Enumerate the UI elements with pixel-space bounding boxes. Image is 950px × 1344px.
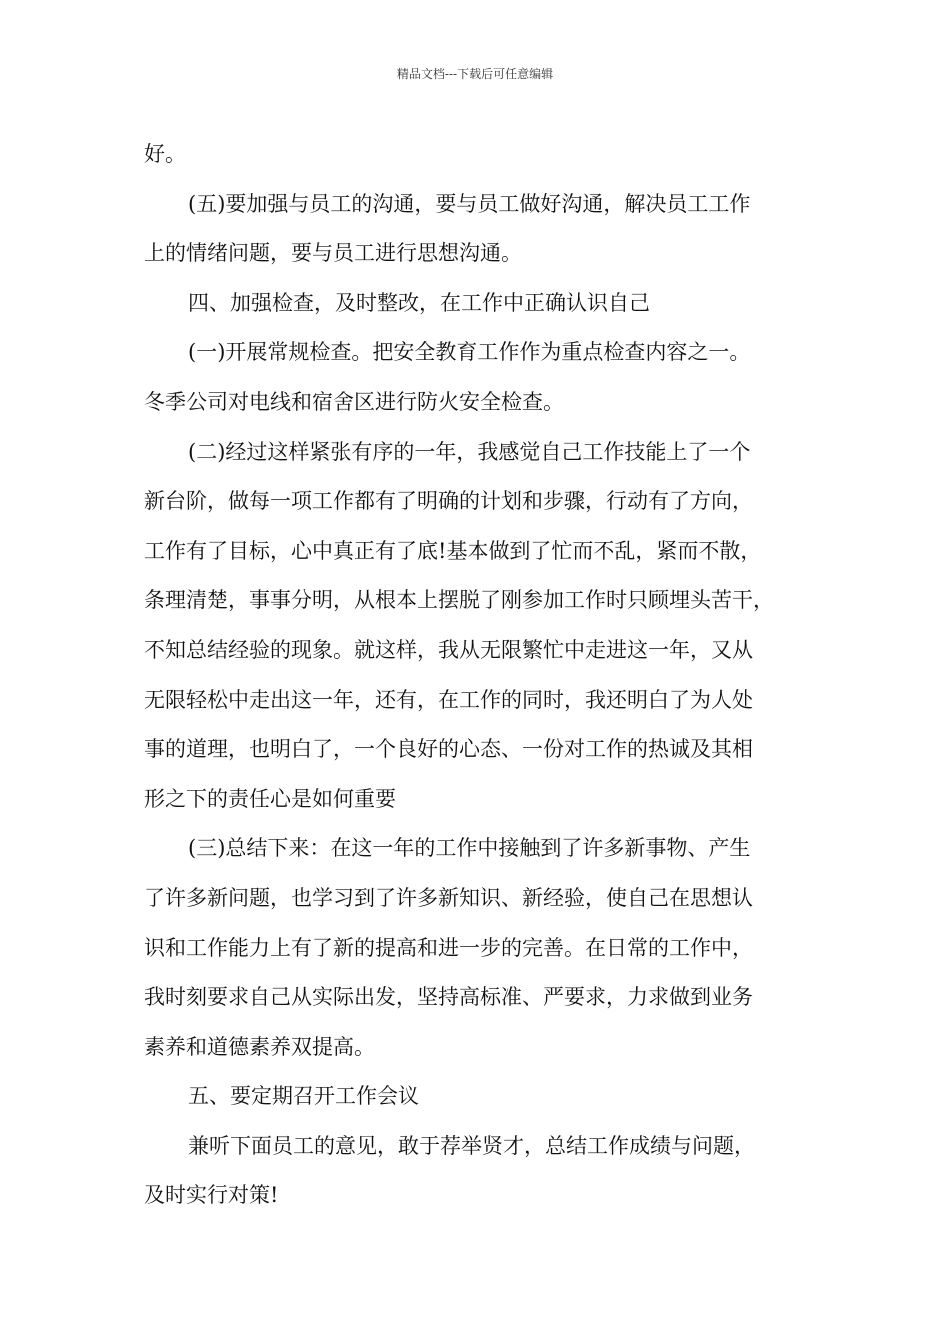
- section-heading: 五、要定期召开工作会议: [188, 1084, 419, 1109]
- text-line: 了许多新问题，也学习到了许多新知识、新经验，使自己在思想认: [144, 885, 753, 910]
- paragraph-line: (一)开展常规检查。把安全教育工作作为重点检查内容之一。: [188, 340, 751, 365]
- text-line: 及时实行对策!: [144, 1183, 279, 1208]
- document-body: [144, 130, 814, 1221]
- paragraph-line: (二)经过这样紧张有序的一年，我感觉自己工作技能上了一个: [188, 439, 751, 464]
- text-line: 冬季公司对电线和宿舍区进行防火安全检查。: [144, 389, 564, 414]
- text-line: 新台阶，做每一项工作都有了明确的计划和步骤，行动有了方向，: [144, 489, 753, 514]
- text-line: 事的道理，也明白了，一个良好的心态、一份对工作的热诚及其相: [144, 737, 753, 762]
- paragraph-line: (三)总结下来：在这一年的工作中接触到了许多新事物、产生: [188, 836, 751, 861]
- text-line: 识和工作能力上有了新的提高和进一步的完善。在日常的工作中，: [144, 935, 753, 960]
- text-line: 我时刻要求自己从实际出发，坚持高标准、严要求，力求做到业务: [144, 985, 753, 1010]
- text-line: 形之下的责任心是如何重要: [144, 786, 396, 811]
- paragraph-line: 兼听下面员工的意见，敢于荐举贤才，总结工作成绩与问题，: [188, 1133, 755, 1158]
- text-line: 好。: [144, 142, 186, 166]
- text-line: 工作有了目标，心中真正有了底!基本做到了忙而不乱，紧而不散，: [144, 538, 762, 563]
- text-line: 条理清楚，事事分明，从根本上摆脱了刚参加工作时只顾埋头苦干，: [144, 588, 774, 613]
- text-line: 不知总结经验的现象。就这样，我从无限繁忙中走进这一年，又从: [144, 637, 753, 662]
- paragraph-line: (五)要加强与员工的沟通，要与员工做好沟通，解决员工工作: [188, 191, 751, 216]
- text-line: 素养和道德素养双提高。: [144, 1034, 375, 1059]
- text-line: 上的情绪问题，要与员工进行思想沟通。: [144, 241, 522, 266]
- page-header: 精品文档---下载后可任意编辑: [396, 67, 554, 81]
- text-line: 无限轻松中走出这一年，还有，在工作的同时，我还明白了为人处: [144, 687, 753, 712]
- section-heading: 四、加强检查，及时整改，在工作中正确认识自己: [188, 290, 650, 315]
